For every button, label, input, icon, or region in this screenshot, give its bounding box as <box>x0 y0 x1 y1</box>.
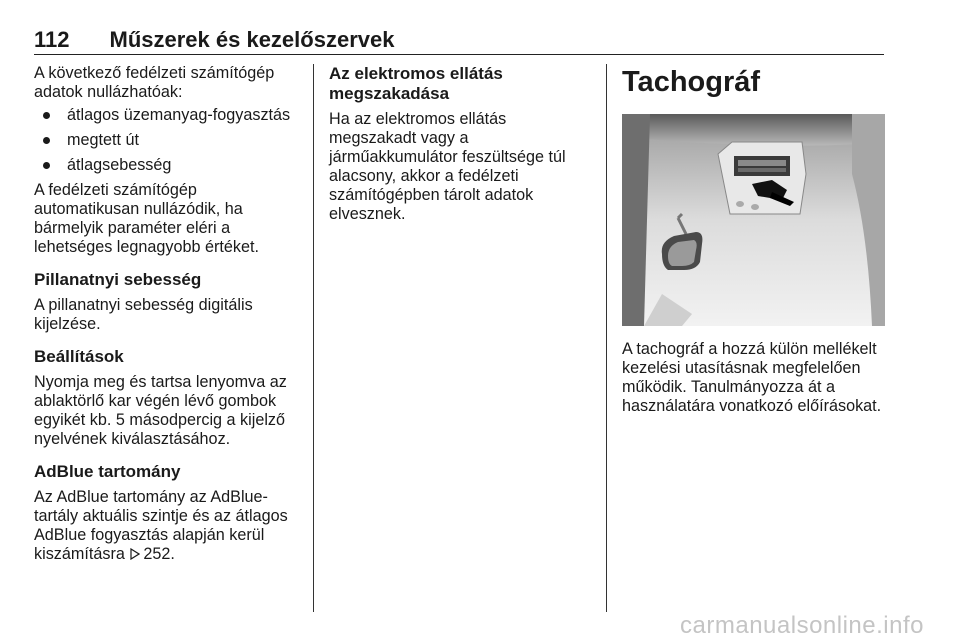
column-right <box>622 64 888 416</box>
bullet-icon <box>43 112 50 119</box>
section-heading: AdBlue tartomány <box>34 462 181 481</box>
section-text: A tachográf a hozzá külön mellékelt kezelési utasításnak megfelelően működik. Tanulmányozza át a használatára vonatkozó előírásokat. <box>622 340 882 415</box>
page-reference-icon <box>130 548 140 560</box>
tachograph-photo <box>622 114 885 326</box>
adblue-text: Az AdBlue tartomány az AdBlue-tartály aktuális szintje és az átlagos AdBlue fogyasztás alapján kerül kiszámításra <box>34 488 288 563</box>
section-title: Tachográf <box>622 66 761 98</box>
page-reference-link[interactable]: 252. <box>143 545 175 563</box>
page-header <box>34 28 884 55</box>
section-text: Nyomja meg és tartsa lenyomva az ablaktörlő kar végén lévő gombok egyikét kb. 5 másodpercig a kijelző nyelvének kiválasztásához. <box>34 373 287 448</box>
bullet-icon <box>43 137 50 144</box>
list-item <box>34 106 296 125</box>
page-number: 112 <box>34 27 70 52</box>
reset-list <box>34 106 296 175</box>
list-item-text: átlagos üzemanyag-fogyasztás <box>67 106 291 124</box>
intro-text: A következő fedélzeti számítógép adatok nullázhatóak: <box>34 64 275 101</box>
section-text <box>34 488 296 564</box>
column-divider <box>606 64 607 612</box>
chapter-title: Műszerek és kezelőszervek <box>109 27 395 52</box>
column-divider <box>313 64 314 612</box>
section-heading: Beállítások <box>34 347 124 366</box>
column-left <box>34 64 296 564</box>
reset-text: A fedélzeti számítógép automatikusan nullázódik, ha bármelyik paraméter eléri a lehetséges legnagyobb értéket. <box>34 181 259 256</box>
list-item <box>34 131 296 150</box>
section-heading: Pillanatnyi sebesség <box>34 270 202 289</box>
watermark: carmanualsonline.info <box>680 612 924 639</box>
list-item-text: átlagsebesség <box>67 156 172 174</box>
section-text: Ha az elektromos ellátás megszakadt vagy a járműakkumulátor feszültsége túl alacsony, akkor a fedélzeti számítógépben tárolt adatok elvesznek. <box>329 110 566 223</box>
list-item <box>34 156 296 175</box>
list-item-text: megtett út <box>67 131 139 149</box>
section-heading: Az elektromos ellátás megszakadása <box>329 64 503 103</box>
section-text: A pillanatnyi sebesség digitális kijelzése. <box>34 296 253 333</box>
bullet-icon <box>43 162 50 169</box>
column-middle <box>329 64 593 224</box>
